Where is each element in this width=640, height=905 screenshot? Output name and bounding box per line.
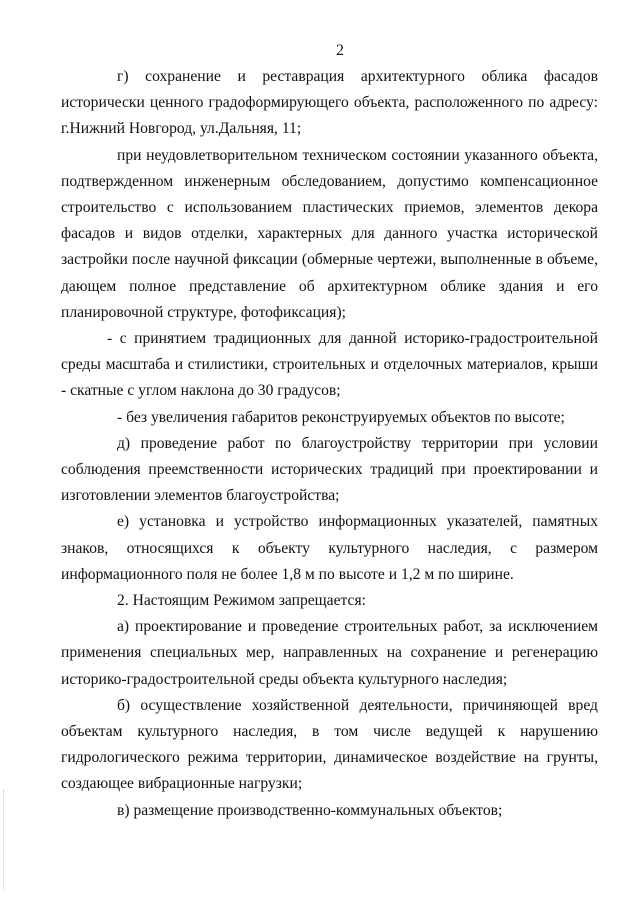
document-body [61,64,598,824]
paragraph-item-g: г) сохранение и реставрация архитектурного облика фасадов исторически ценного градоформирующего объекта, расположенного по адресу: г.Нижний Новгород, ул.Дальняя, 11; [61,68,598,138]
paragraph-compensation-construction: при неудовлетворительном техническом состоянии указанного объекта, подтвержденном инженерным обследованием, допустимо компенсационное строительство с использованием пластических приемов, элементов декора фасадов и видов отделки, характерных для данного участка исторической застройки после научной фиксации (обмерные чертежи, выполненные в объеме, дающем полное представление об архитектурном облике здания и его планировочной структуре, фотофиксация); [61,146,598,321]
paragraph-dash-no-size-increase: - без увеличения габаритов реконструируемых объектов по высоте; [117,408,565,426]
paragraph-item-v: в) размещение производственно-коммунальных объектов; [117,801,503,819]
paragraph-item-a: а) проектирование и проведение строительных работ, за исключением применения специальных мер, направленных на сохранение и регенерацию историко-градостроительной среды объекта культурного наследия; [61,618,598,688]
paragraph-item-b: б) осуществление хозяйственной деятельности, причиняющей вред объектам культурного наследия, в том числе ведущей к нарушению гидрологического режима территории, динамическое воздействие на грунты, создающее вибрационные нагрузки; [61,696,598,793]
paragraph-item-d: д) проведение работ по благоустройству территории при условии соблюдения преемственности исторических традиций при проектировании и изготовлении элементов благоустройства; [61,434,598,505]
paragraph-dash-traditional-scale: - с принятием традиционных для данной историко-градостроительной среды масштаба и стилистики, строительных и отделочных материалов, крыши - скатные с углом наклона до 30 градусов; [61,330,598,400]
paragraph-section-2-heading: 2. Настоящим Режимом запрещается: [117,592,366,610]
page-number: 2 [336,42,344,59]
scan-margin-artifact [3,790,5,890]
paragraph-item-e: е) установка и устройство информационных указателей, памятных знаков, относящихся к объекту культурного наследия, с размером информационного поля не более 1,8 м по высоте и 1,2 м по ширине. [61,513,598,583]
